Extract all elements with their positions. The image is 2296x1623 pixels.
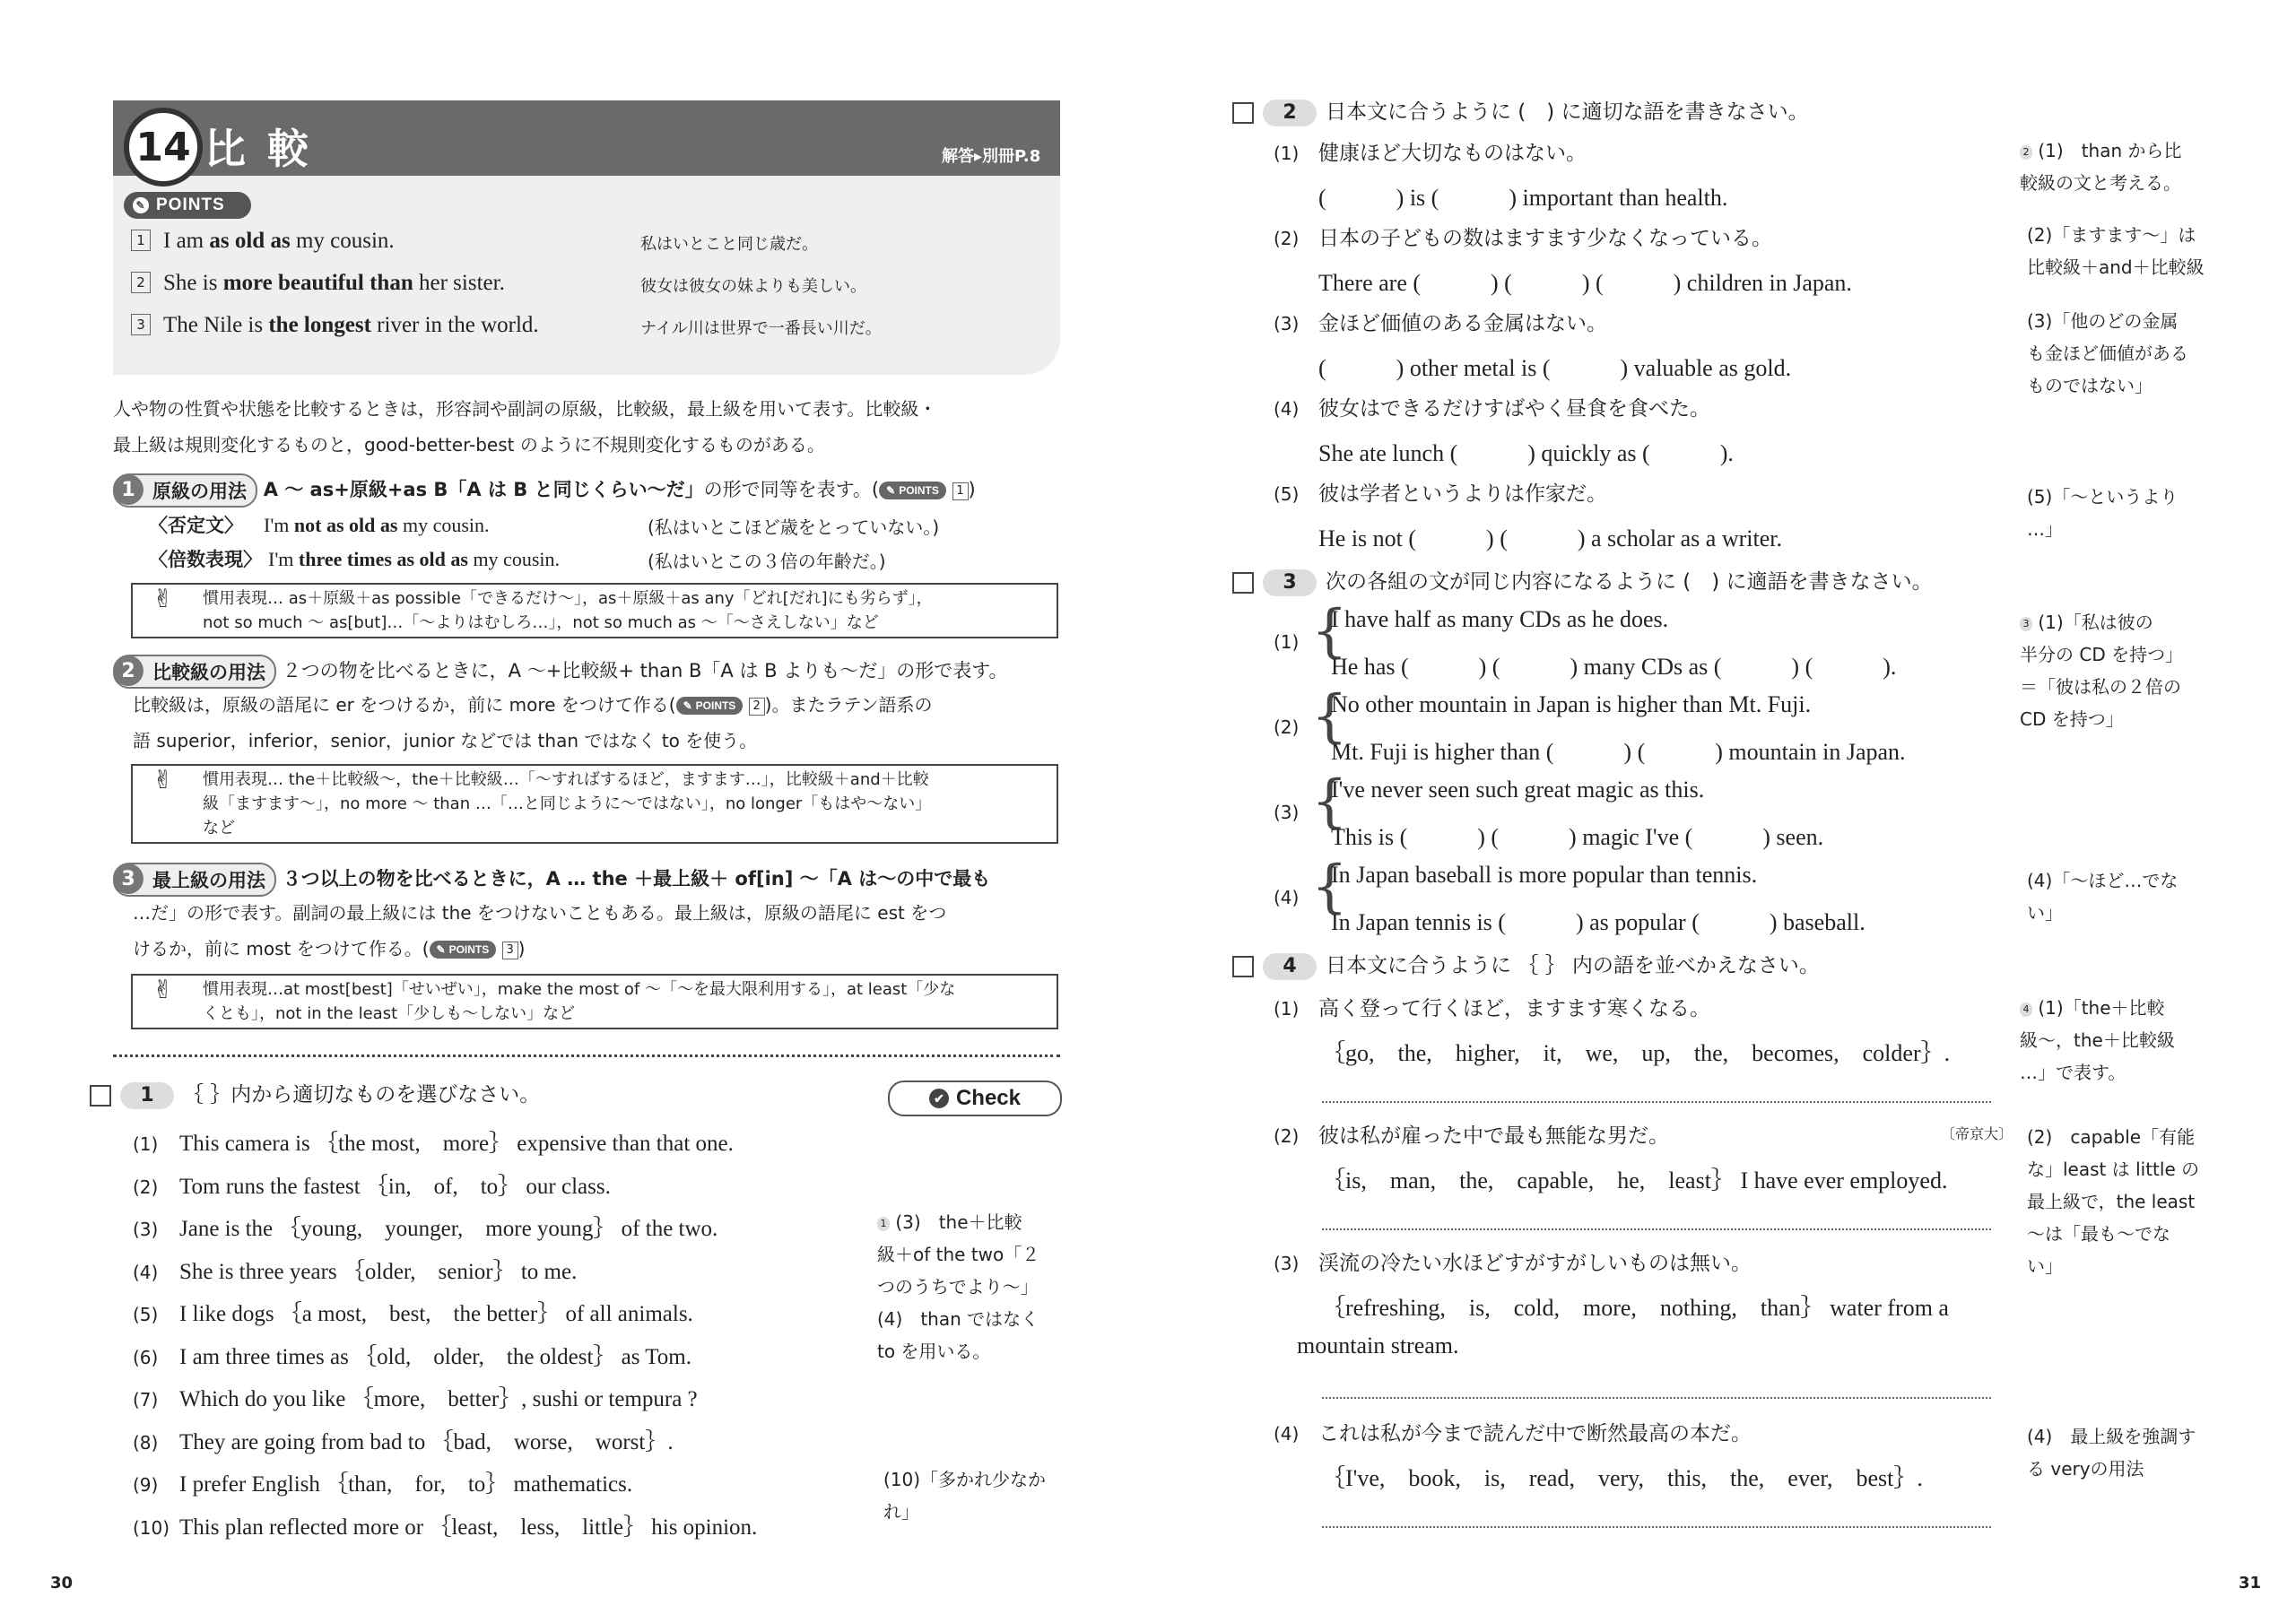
hint-marker: 2 bbox=[2020, 145, 2032, 160]
hint-line: 〜は「最も〜でな bbox=[2027, 1223, 2170, 1245]
question-2-heading bbox=[1232, 95, 1809, 126]
point-num: 3 bbox=[131, 314, 151, 335]
item-jp: 彼は学者というよりは作家だ。 bbox=[1318, 482, 1607, 506]
item-number: (1) bbox=[1274, 631, 1300, 653]
question-instruction: 日本文に合うように ｛ ｝ 内の語を並べかえなさい。 bbox=[1326, 954, 1820, 977]
negative-example bbox=[149, 511, 490, 538]
section-label: 最上級の用法 bbox=[152, 870, 265, 891]
body-text: けるか，前に most をつけて作る。( bbox=[133, 938, 430, 959]
item-answer-line: ( ) other metal is ( ) valuable as gold. bbox=[1318, 355, 1792, 381]
item-answer-line: ( ) is ( ) important than health. bbox=[1318, 185, 1728, 211]
item-jp: 高く登って行くほど，ますます寒くなる。 bbox=[1318, 997, 1710, 1020]
question-2-hint-1 bbox=[2020, 135, 2182, 199]
hint-line: (2)「ますます〜」は bbox=[2027, 224, 2196, 246]
question-4-heading bbox=[1232, 949, 1820, 980]
hint-line: も金ほど価値がある bbox=[2027, 343, 2188, 364]
hint-line: れ」 bbox=[883, 1501, 919, 1523]
example-text: my cousin. bbox=[397, 514, 490, 536]
item-sentence-b: This is ( ) ( ) magic I've ( ) seen. bbox=[1331, 824, 1824, 850]
brace: { bbox=[1311, 683, 1348, 750]
lesson-title: 比較 bbox=[204, 125, 330, 173]
point-1-jp: 私はいとこと同じ歳だ。 bbox=[640, 235, 818, 254]
item-source: 〔帝京大〕 bbox=[1941, 1125, 2013, 1142]
hint-line: 較級の文と考える。 bbox=[2020, 172, 2181, 194]
question-2-item bbox=[1274, 136, 1587, 166]
question-1-item bbox=[133, 1254, 577, 1286]
section-3-line: …だ」の形で表す。副詞の最上級には the をつけないこともある。最上級は，原級の語尾に est をつ bbox=[133, 902, 947, 924]
note-line: not so much 〜 as[but]…「〜よりはむしろ…」，not so much as 〜「〜さえしない」など bbox=[203, 613, 879, 632]
brace: { bbox=[1311, 854, 1348, 920]
idiom-note-3 bbox=[131, 974, 1058, 1029]
body-text: ) bbox=[517, 938, 526, 959]
section-2-line bbox=[133, 687, 1065, 723]
points-tag: ✎ POINTS bbox=[430, 941, 497, 959]
question-3-hint-4 bbox=[2027, 864, 2178, 929]
idiom-note-1 bbox=[131, 583, 1058, 638]
hint-line bbox=[2020, 606, 2183, 638]
question-instruction: 次の各組の文が同じ内容になるように ( ) に適語を書きなさい。 bbox=[1326, 570, 1933, 594]
question-2-item bbox=[1274, 221, 1772, 251]
point-2-jp: 彼女は彼女の妹よりも美しい。 bbox=[640, 277, 866, 296]
question-4-hint-4 bbox=[2027, 1420, 2196, 1485]
hint-marker: 4 bbox=[2020, 1002, 2032, 1017]
question-4-hint-2 bbox=[2027, 1121, 2199, 1282]
item-text: Tom runs the fastest ｛in, of, to｝ our class. bbox=[179, 1174, 611, 1199]
question-1-item bbox=[133, 1509, 757, 1541]
example-key: not as old as bbox=[293, 514, 398, 536]
question-1-heading bbox=[90, 1078, 540, 1109]
question-2-item bbox=[1274, 392, 1710, 421]
question-4-hint-1 bbox=[2020, 992, 2175, 1089]
item-jp: 金ほど価値のある金属はない。 bbox=[1318, 312, 1607, 335]
points-tag-text: POINTS bbox=[695, 699, 736, 712]
section-3-heading bbox=[113, 861, 1082, 897]
item-number: (4) bbox=[1274, 1423, 1300, 1445]
item-number: (2) bbox=[1274, 716, 1300, 738]
item-sentence-a: In Japan baseball is more popular than tennis. bbox=[1331, 862, 1758, 888]
item-answer-line: He is not ( ) ( ) a scholar as a writer. bbox=[1318, 525, 1782, 551]
question-1-hint-b bbox=[883, 1463, 1046, 1528]
item-sentence-b: He has ( ) ( ) many CDs as ( ) ( ). bbox=[1331, 654, 1897, 680]
example-label: 〈倍数表現〉 bbox=[149, 549, 262, 570]
item-number: (1) bbox=[1274, 143, 1300, 164]
question-2-item bbox=[1274, 307, 1607, 336]
question-checkbox[interactable] bbox=[1232, 572, 1254, 594]
section-3-line bbox=[133, 931, 1065, 967]
section-3-body bbox=[133, 895, 1065, 967]
body-text: )。またラテン語系の bbox=[764, 694, 933, 716]
intro-line: 最上級は規則変化するものと，good-better-best のように不規則変化するものがある。 bbox=[113, 434, 825, 456]
item-text: Jane is the ｛young, younger, more young｝ of the two. bbox=[179, 1217, 718, 1241]
hint-line: い」 bbox=[2027, 1255, 2063, 1277]
section-2-rule: ２つの物を比べるときに，A 〜+比較級+ than B「A は B よりも〜だ」の形で表す。 bbox=[282, 660, 1008, 681]
item-jp: 渓流の冷たい水ほどすがすがしいものは無い。 bbox=[1318, 1252, 1752, 1275]
point-key: more beautiful than bbox=[222, 271, 413, 295]
item-jp: 彼は私が雇った中で最も無能な男だ。 bbox=[1318, 1124, 1669, 1148]
hint-line: ものではない」 bbox=[2027, 375, 2152, 396]
item-sentence-a: No other mountain in Japan is higher than Mt. Fuji. bbox=[1331, 691, 1812, 717]
item-sentence-b: Mt. Fuji is higher than ( ) ( ) mountain in Japan. bbox=[1331, 739, 1906, 765]
hint-line: …」で表す。 bbox=[2020, 1062, 2126, 1083]
question-1-item bbox=[133, 1211, 718, 1243]
point-key: the longest bbox=[268, 313, 371, 337]
item-number: (7) bbox=[133, 1389, 159, 1410]
item-number: (1) bbox=[133, 1133, 159, 1155]
section-label: 原級の用法 bbox=[152, 481, 247, 502]
hand-icon: ✌ bbox=[152, 765, 174, 794]
item-text: I prefer English ｛than, for, to｝ mathematics. bbox=[179, 1472, 633, 1497]
item-text: I am three times as ｛old, older, the oldest｝ as Tom. bbox=[179, 1344, 691, 1369]
question-3-heading bbox=[1232, 565, 1933, 596]
item-jp: 彼女はできるだけすばやく昼食を食べた。 bbox=[1318, 397, 1710, 421]
hint-line: (10)「多かれ少なか bbox=[883, 1469, 1047, 1490]
question-1-item bbox=[133, 1125, 734, 1158]
item-text: This camera is ｛the most, more｝ expensive than that one. bbox=[179, 1132, 734, 1156]
hint-line: to を用いる。 bbox=[877, 1341, 991, 1362]
negative-example-jp: (私はいとこほど歳をとっていない。) bbox=[648, 516, 940, 538]
multiple-example bbox=[149, 545, 560, 572]
item-jp: 健康ほど大切なものはない。 bbox=[1318, 142, 1587, 165]
section-1-pill bbox=[113, 473, 257, 508]
question-1-item bbox=[133, 1466, 632, 1498]
point-key: as old as bbox=[209, 229, 291, 253]
hint-text: (1) than から比 bbox=[2038, 140, 2182, 161]
point-text: She is bbox=[163, 271, 223, 295]
item-answer-line: She ate lunch ( ) quickly as ( ). bbox=[1318, 440, 1734, 466]
item-text: They are going from bad to ｛bad, worse, worst｝. bbox=[179, 1429, 674, 1454]
example-key: three times as old as bbox=[298, 548, 468, 570]
point-text: her sister. bbox=[413, 271, 505, 295]
question-checkbox[interactable] bbox=[1232, 956, 1254, 977]
point-1 bbox=[131, 229, 395, 254]
multiple-example-jp: (私はいとこの３倍の年齢だ。) bbox=[648, 551, 886, 572]
divider bbox=[113, 1055, 1060, 1057]
question-4-item bbox=[1274, 1246, 1752, 1276]
note-line: など bbox=[203, 819, 235, 838]
example-text: I'm bbox=[268, 548, 299, 570]
hint-line: 比較級＋and＋比較級 bbox=[2027, 256, 2205, 278]
hint-line: 最上級で，the least bbox=[2027, 1191, 2196, 1212]
points-num: 2 bbox=[749, 698, 765, 716]
question-num: 2 bbox=[1263, 100, 1317, 126]
item-number: (10) bbox=[133, 1516, 170, 1539]
hint-line: つのうちでより〜」 bbox=[877, 1276, 1039, 1298]
page-number-left: 30 bbox=[50, 1574, 74, 1593]
section-3-rule: ３つ以上の物を比べるときに，A … the ＋最上級＋ of[in] 〜「A は〜の中で最も bbox=[282, 868, 991, 890]
hint-line: (2) capable「有能 bbox=[2027, 1126, 2196, 1148]
item-number: (3) bbox=[1274, 313, 1300, 334]
rule-tail: の形で同等を表す。( bbox=[703, 479, 880, 500]
points-tag: ✎ POINTS bbox=[676, 697, 744, 715]
item-word-set: ｛refreshing, is, cold, more, nothing, than｝ water from a bbox=[1322, 1295, 1949, 1321]
item-jp: これは私が今まで読んだ中で断然最高の本だ。 bbox=[1318, 1422, 1752, 1445]
question-1-hint-a bbox=[877, 1206, 1039, 1367]
item-sentence-a: I have half as many CDs as he does. bbox=[1331, 606, 1669, 632]
question-4-item bbox=[1274, 992, 1710, 1021]
answer-line[interactable] bbox=[1322, 1101, 1991, 1103]
item-number: (6) bbox=[133, 1346, 159, 1368]
point-text: river in the world. bbox=[370, 313, 539, 337]
section-3-pill bbox=[113, 863, 276, 897]
question-2-hint-3 bbox=[2027, 305, 2188, 402]
points-tag-text: POINTS bbox=[899, 484, 939, 497]
hint-line: な」least は little の bbox=[2027, 1159, 2200, 1180]
item-number: (8) bbox=[133, 1431, 159, 1454]
hint-text: (1)「私は彼の bbox=[2038, 612, 2153, 633]
hint-text: (1)「the＋比較 bbox=[2038, 997, 2165, 1019]
point-text: my cousin. bbox=[290, 229, 395, 253]
item-number: (9) bbox=[133, 1474, 159, 1496]
item-text: She is three years ｛older, senior｝ to me. bbox=[179, 1259, 578, 1284]
note-line: くとも」，not in the least「少しも〜しない」など bbox=[203, 1004, 576, 1023]
answer-reference: 解答▸別冊P.8 bbox=[942, 147, 1041, 166]
hint-line: (3)「他のどの金属 bbox=[2027, 310, 2179, 332]
item-word-set: ｛go, the, higher, it, we, up, the, becomes, colder｝. bbox=[1322, 1040, 1951, 1066]
item-number: (4) bbox=[1274, 398, 1300, 420]
answer-line[interactable] bbox=[1322, 1397, 1991, 1399]
section-num: 1 bbox=[113, 474, 144, 505]
item-number: (3) bbox=[133, 1219, 159, 1240]
check-icon: ✔ bbox=[929, 1089, 949, 1108]
points-num: 3 bbox=[502, 942, 518, 959]
hint-line bbox=[877, 1206, 1039, 1238]
answer-line[interactable] bbox=[1322, 1526, 1991, 1528]
section-num: 3 bbox=[113, 864, 144, 894]
hint-line: (4) 最上級を強調す bbox=[2027, 1426, 2196, 1447]
hint-line: …」 bbox=[2027, 518, 2063, 540]
section-2-body bbox=[133, 687, 1065, 759]
question-2-hint-5 bbox=[2027, 481, 2178, 545]
hint-line: 半分の CD を持つ」 bbox=[2020, 644, 2184, 665]
item-sentence-b: In Japan tennis is ( ) as popular ( ) baseball. bbox=[1331, 909, 1866, 935]
points-label bbox=[124, 192, 251, 219]
hint-line: ＝「彼は私の２倍の bbox=[2020, 676, 2181, 698]
question-num: 4 bbox=[1263, 953, 1317, 980]
item-sentence-a: I've never seen such great magic as this. bbox=[1331, 777, 1705, 803]
question-4-item bbox=[1274, 1417, 1752, 1446]
hand-icon: ✌ bbox=[152, 584, 174, 613]
intro-text bbox=[113, 391, 1082, 463]
item-number: (3) bbox=[1274, 1253, 1300, 1274]
example-text: my cousin. bbox=[467, 548, 560, 570]
item-number: (2) bbox=[1274, 1125, 1300, 1147]
question-instruction: ｛ ｝内から適切なものを選びなさい。 bbox=[183, 1083, 541, 1107]
question-num: 1 bbox=[120, 1082, 174, 1109]
hint-line: 級〜，the＋比較級 bbox=[2020, 1029, 2175, 1051]
hint-line: (4)「〜ほど…でな bbox=[2027, 870, 2179, 891]
question-1-item bbox=[133, 1424, 674, 1456]
section-1-heading: 1 原級の用法 A 〜 as+原級+as B「A は B と同じくらい〜だ」の形で同等を表す。( ✎ POINTS 1 ) bbox=[113, 472, 1082, 508]
question-1-item bbox=[133, 1381, 698, 1413]
item-text: This plan reflected more or ｛least, less, little｝ his opinion. bbox=[179, 1515, 758, 1540]
item-number: (2) bbox=[1274, 228, 1300, 249]
question-2-hint-2 bbox=[2027, 219, 2205, 283]
section-1-rule: A 〜 as+原級+as B「A は B と同じくらい〜だ」 bbox=[263, 479, 704, 500]
point-num: 2 bbox=[131, 272, 151, 293]
point-num: 1 bbox=[131, 230, 151, 251]
hint-line: い」 bbox=[2027, 902, 2063, 924]
item-number: (5) bbox=[1274, 483, 1300, 505]
body-text: 比較級は，原級の語尾に er をつけるか，前に more をつけて作る( bbox=[133, 694, 676, 716]
check-button[interactable] bbox=[888, 1081, 1062, 1116]
lesson-number: 14 bbox=[124, 108, 203, 187]
question-instruction: 日本文に合うように ( ) に適切な語を書きなさい。 bbox=[1326, 100, 1809, 124]
section-2-heading bbox=[113, 653, 1082, 689]
hint-line: CD を持つ」 bbox=[2020, 708, 2124, 730]
point-2 bbox=[131, 271, 505, 296]
note-line: 慣用表現…at most[best]「せいぜい」，make the most of 〜「〜を最大限利用する」，at least「少な bbox=[203, 980, 956, 999]
section-label: 比較級の用法 bbox=[152, 662, 265, 683]
item-jp: 日本の子どもの数はますます少なくなっている。 bbox=[1318, 227, 1772, 250]
brace: { bbox=[1311, 598, 1348, 664]
item-number: (1) bbox=[1274, 998, 1300, 1020]
question-1-item bbox=[133, 1296, 693, 1328]
question-checkbox[interactable] bbox=[90, 1085, 111, 1107]
hint-line bbox=[2020, 992, 2175, 1024]
hint-line bbox=[2020, 135, 2182, 167]
points-label-text: POINTS bbox=[156, 195, 225, 214]
hint-text: (3) the＋比較 bbox=[895, 1211, 1022, 1233]
point-3 bbox=[131, 313, 539, 338]
hint-line: 級＋of the two「２ bbox=[877, 1244, 1040, 1265]
brace: { bbox=[1311, 768, 1348, 835]
item-number: (3) bbox=[1274, 802, 1300, 823]
question-4-item bbox=[1274, 1119, 1669, 1149]
points-tag-text: POINTS bbox=[448, 943, 490, 956]
pen-icon: ✎ bbox=[133, 197, 149, 213]
hint-line: (5)「〜というより bbox=[2027, 486, 2179, 508]
hand-icon: ✌ bbox=[152, 975, 174, 1004]
hint-line: る veryの用法 bbox=[2027, 1458, 2144, 1480]
item-number: (5) bbox=[133, 1304, 159, 1325]
section-2-line: 語 superior，inferior，senior，junior などでは than ではなく to を使う。 bbox=[133, 730, 758, 751]
points-num: 1 bbox=[952, 482, 969, 500]
point-text: I am bbox=[163, 229, 210, 253]
hint-marker: 1 bbox=[877, 1217, 890, 1231]
question-1-item bbox=[133, 1339, 691, 1371]
question-1-item bbox=[133, 1168, 611, 1201]
example-label: 〈否定文〉 bbox=[149, 515, 243, 536]
item-answer-line: There are ( ) ( ) ( ) children in Japan. bbox=[1318, 270, 1852, 296]
question-checkbox[interactable] bbox=[1232, 102, 1254, 124]
point-3-jp: ナイル川は世界で一番長い川だ。 bbox=[640, 319, 882, 338]
item-word-set-cont: mountain stream. bbox=[1297, 1332, 1459, 1358]
points-tag: ✎ POINTS bbox=[879, 482, 946, 499]
item-number: (4) bbox=[133, 1261, 159, 1283]
point-text: The Nile is bbox=[163, 313, 269, 337]
example-text: I'm bbox=[264, 514, 294, 536]
section-num: 2 bbox=[113, 655, 144, 686]
question-3-hint-1 bbox=[2020, 606, 2183, 735]
answer-line[interactable] bbox=[1322, 1228, 1991, 1230]
question-2-item bbox=[1274, 477, 1607, 507]
item-text: Which do you like ｛more, better｝, sushi or tempura ? bbox=[179, 1387, 698, 1411]
hint-marker: 3 bbox=[2020, 617, 2032, 631]
question-num: 3 bbox=[1263, 569, 1317, 596]
item-word-set: ｛is, man, the, capable, he, least｝ I have ever employed. bbox=[1322, 1167, 1948, 1193]
section-2-pill bbox=[113, 655, 276, 689]
item-word-set: ｛I've, book, is, read, very, this, the, ever, best｝. bbox=[1322, 1465, 1923, 1491]
item-number: (4) bbox=[1274, 887, 1300, 908]
check-label: Check bbox=[955, 1086, 1022, 1110]
page-number-right: 31 bbox=[2239, 1574, 2262, 1593]
hint-line: (4) than ではなく bbox=[877, 1308, 1039, 1330]
note-line: 級「ますます〜」，no more 〜 than …「…と同じように〜ではない」，no longer「もはや〜ない」 bbox=[203, 794, 932, 813]
idiom-note-2 bbox=[131, 764, 1058, 844]
intro-line: 人や物の性質や状態を比較するときは，形容詞や副詞の原級，比較級，最上級を用いて表す。比較級・ bbox=[113, 398, 937, 420]
item-text: I like dogs ｛a most, best, the better｝ of all animals. bbox=[179, 1302, 693, 1326]
note-line: 慣用表現… as＋原級＋as possible「できるだけ〜」，as＋原級＋as any「どれ[だれ]にも劣らず」， bbox=[203, 589, 933, 608]
item-number: (2) bbox=[133, 1176, 159, 1198]
note-line: 慣用表現… the＋比較級〜，the＋比較級…「〜すればするほど，ますます…」，比較級＋and＋比較 bbox=[203, 770, 929, 789]
